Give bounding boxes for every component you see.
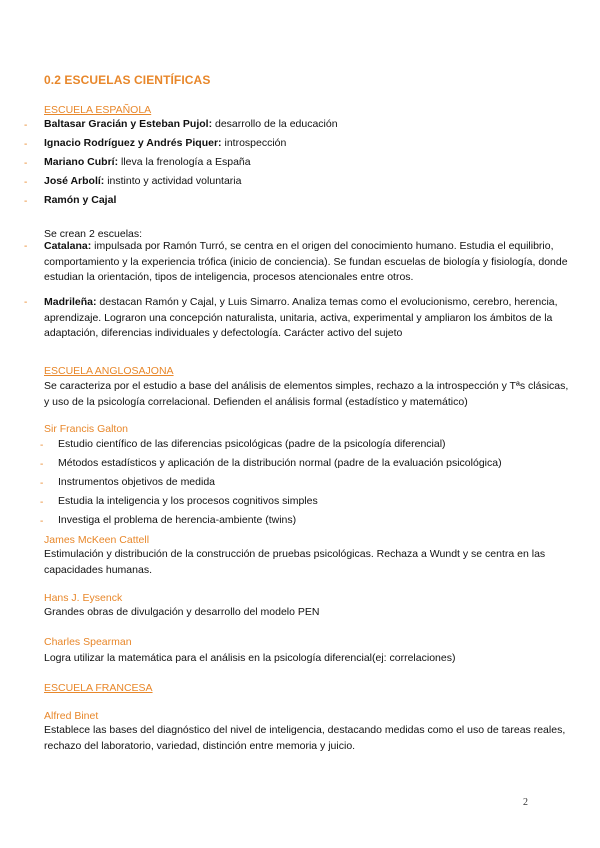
bullet-dash: - [40,478,44,489]
galton-name: Sir Francis Galton [44,423,129,435]
catalana-paragraph: Catalana: impulsada por Ramón Turró, se centra en el origen del conocimiento humano. Estudia el equilibrio, comportamiento y la experiencia trófica (inicio de conciencia). Se fundan escuelas de biología y fisiología, donde estudian la orientación, tipos de inteligencia, procesos atencionales entre otros. [44,240,568,283]
bullet-dash: - [24,139,28,150]
madrilena-paragraph: Madrileña: destacan Ramón y Cajal, y Luis Simarro. Analiza temas como el evolucionismo, cerebro, herencia, aprendizaje. Lograron una concepción naturalista, unitaria, activa, experimental y ampliaron los ámbitos de la adaptación, diferencias individuales y defectología. Carácter activo del sujeto [44,296,558,339]
espanola-heading: ESCUELA ESPAÑOLA [44,104,152,116]
cattell-paragraph: Estimulación y distribución de la construcción de pruebas psicológicas. Rechaza a Wundt y se centra en las capacidades humanas. [44,548,546,576]
list-item: Ramón y Cajal [44,194,117,206]
section-title: 0.2 ESCUELAS CIENTÍFICAS [44,73,211,87]
anglosajona-paragraph: Se caracteriza por el estudio a base del análisis de elementos simples, rechazo a la introspección y Tªs clásicas, y uso de la psicología correlacional. Defienden el análisis formal (estadístico y matemático) [44,380,569,408]
bullet-dash: - [24,297,28,308]
francesa-heading: ESCUELA FRANCESA [44,682,153,694]
bullet-dash: - [40,516,44,527]
list-item: Instrumentos objetivos de medida [58,476,216,488]
spearman-text: Logra utilizar la matemática para el análisis en la psicología diferencial(ej: correlaciones) [44,652,456,664]
binet-name: Alfred Binet [44,710,99,722]
list-item: Ignacio Rodríguez y Andrés Piquer: introspección [44,137,287,149]
eysenck-text: Grandes obras de divulgación y desarrollo del modelo PEN [44,606,320,618]
bullet-dash: - [24,158,28,169]
list-item: José Arbolí: instinto y actividad voluntaria [44,175,242,187]
list-item: Estudio científico de las diferencias psicológicas (padre de la psicología diferencial) [58,438,446,450]
cattell-name: James McKeen Cattell [44,534,150,546]
list-item: Investiga el problema de herencia-ambiente (twins) [58,514,297,526]
schools-intro: Se crean 2 escuelas: [44,228,143,240]
anglosajona-heading: ESCUELA ANGLOSAJONA [44,365,174,377]
bullet-dash: - [40,459,44,470]
list-item: Estudia la inteligencia y los procesos cognitivos simples [58,495,318,507]
bullet-dash: - [24,241,28,252]
binet-paragraph: Establece las bases del diagnóstico del nivel de inteligencia, destacando medidas como el uso de tareas reales, rechazo del laboratorio, variedad, distinción entre memoria y juicio. [44,724,566,752]
bullet-dash: - [40,440,44,451]
spearman-name: Charles Spearman [44,636,132,648]
list-item: Mariano Cubrí: lleva la frenología a España [44,156,251,168]
page-number: 2 [523,797,528,808]
bullet-dash: - [24,120,28,131]
list-item: Baltasar Gracián y Esteban Pujol: desarrollo de la educación [44,118,338,130]
list-item: Métodos estadísticos y aplicación de la distribución normal (padre de la evaluación psicológica) [58,457,502,469]
bullet-dash: - [24,177,28,188]
bullet-dash: - [24,196,28,207]
eysenck-name: Hans J. Eysenck [44,592,123,604]
bullet-dash: - [40,497,44,508]
